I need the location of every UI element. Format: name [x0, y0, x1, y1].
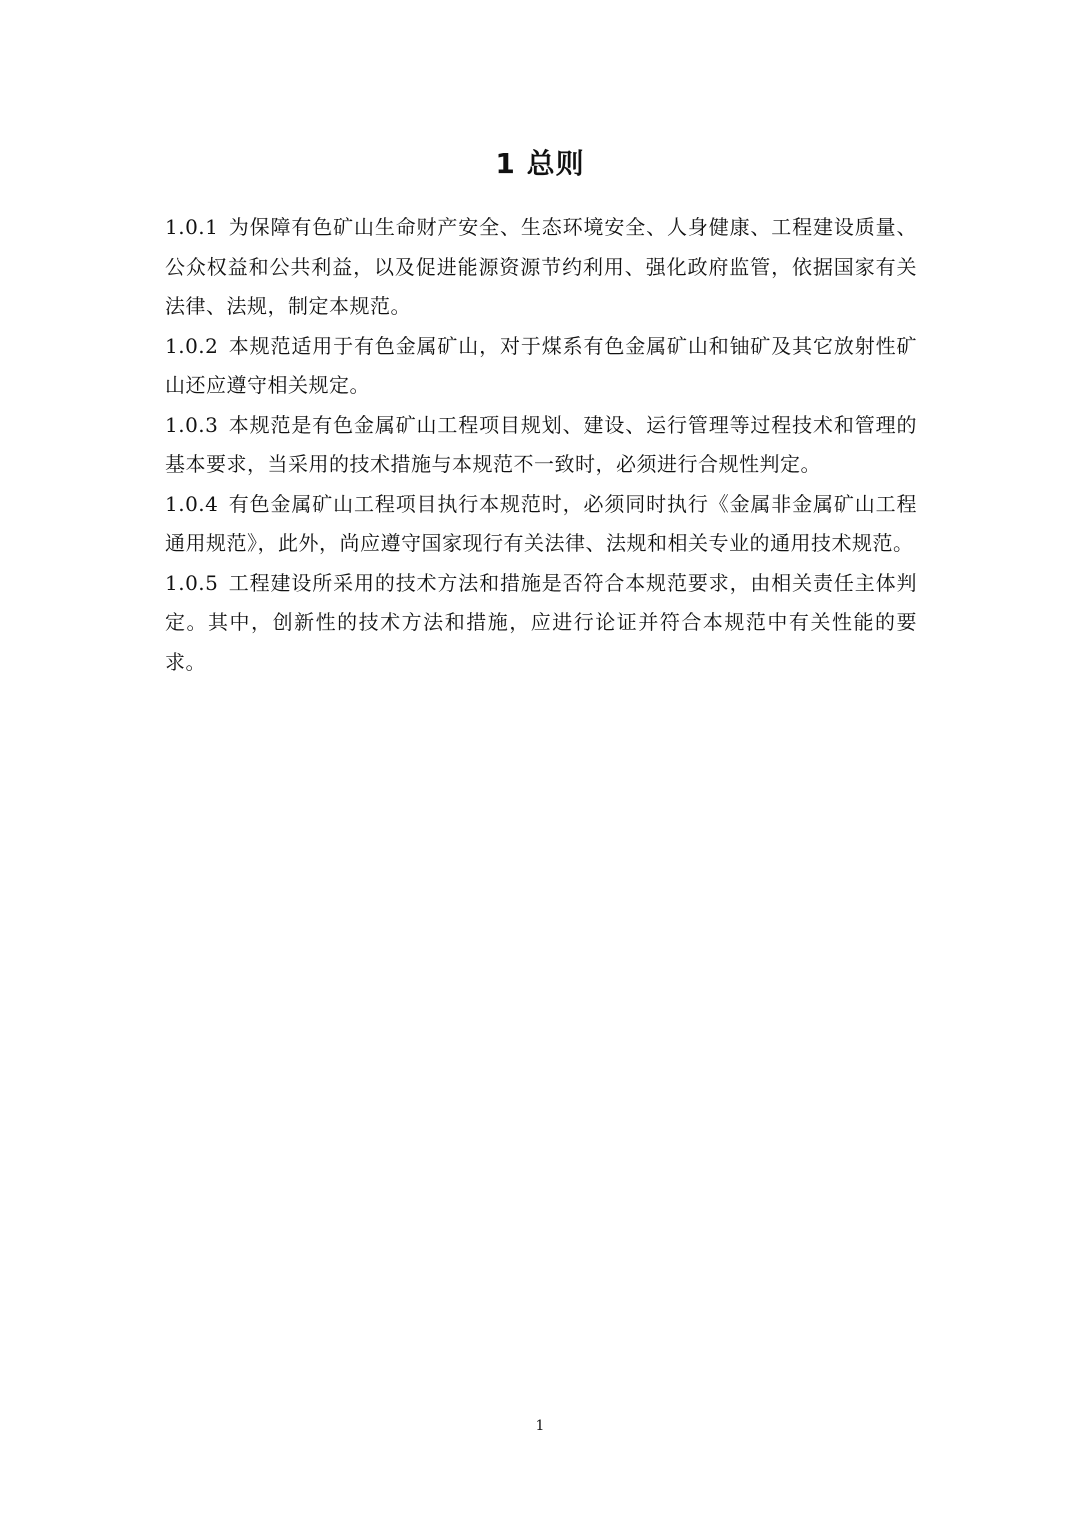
- clause-1-0-1: [165, 208, 917, 327]
- clause-text: 为保障有色矿山生命财产安全、生态环境安全、人身健康、工程建设质量、公众权益和公共利益，以及促进能源资源节约利用、强化政府监管，依据国家有关法律、法规，制定本规范。: [165, 215, 917, 318]
- clause-1-0-5: [165, 564, 917, 683]
- clause-number: 1.0.1: [165, 215, 219, 239]
- clause-1-0-3: [165, 406, 917, 485]
- clause-number: 1.0.5: [165, 570, 219, 595]
- chapter-title: 1 总则: [495, 147, 585, 180]
- clause-text: 有色金属矿山工程项目执行本规范时，必须同时执行《金属非金属矿山工程通用规范》，此外，尚应遵守国家现行有关法律、法规和相关专业的通用技术规范。: [165, 491, 917, 555]
- clause-number: 1.0.4: [165, 491, 219, 516]
- clause-text: 本规范适用于有色金属矿山，对于煤系有色金属矿山和铀矿及其它放射性矿山还应遵守相关规定。: [165, 333, 917, 397]
- clause-1-0-4: [165, 485, 917, 564]
- clause-number: 1.0.2: [165, 333, 219, 358]
- clause-list: [165, 208, 917, 682]
- page-number: 1: [535, 1418, 545, 1434]
- clause-text: 工程建设所采用的技术方法和措施是否符合本规范要求，由相关责任主体判定。其中，创新性的技术方法和措施，应进行论证并符合本规范中有关性能的要求。: [165, 570, 917, 674]
- clause-1-0-2: [165, 327, 917, 406]
- clause-text: 本规范是有色金属矿山工程项目规划、建设、运行管理等过程技术和管理的基本要求，当采用的技术措施与本规范不一致时，必须进行合规性判定。: [165, 412, 917, 476]
- clause-number: 1.0.3: [165, 412, 219, 437]
